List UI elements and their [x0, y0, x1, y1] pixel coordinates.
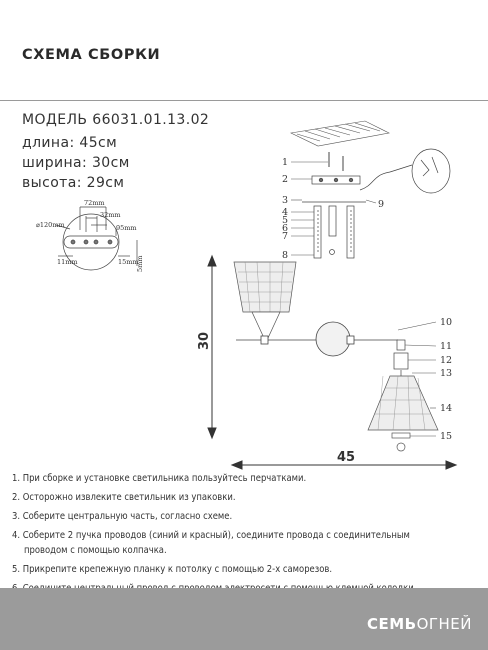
part-label-4: 4: [282, 207, 289, 218]
dim-120mm: ⌀120mm: [36, 221, 65, 229]
model-number: МОДЕЛЬ 66031.01.13.02: [22, 112, 210, 128]
wire-detail: [360, 149, 450, 193]
dim-11mm: 11mm: [57, 258, 78, 266]
left-shade: [234, 262, 296, 338]
dim-95mm: 95mm: [116, 224, 137, 232]
footer-bar: [0, 588, 488, 650]
part-label-10: 10: [440, 317, 453, 328]
part-label-2: 2: [282, 174, 289, 185]
part-label-3: 3: [282, 195, 289, 206]
brand-rest: ОГНЕЙ: [416, 615, 472, 633]
screws: [329, 152, 343, 171]
part-label-15: 15: [440, 431, 453, 442]
width-spec: ширина: 30см: [22, 155, 130, 171]
length-spec: длина: 45см: [22, 135, 118, 151]
dim-height-label: 30: [197, 331, 212, 350]
instruction-step: 4. Соберите 2 пучка проводов (синий и красный), соедините провода с соединительным: [12, 530, 410, 541]
dim-72mm: 72mm: [84, 199, 105, 207]
part-label-11: 11: [440, 341, 453, 352]
instruction-step: 1. При сборке и установке светильника пользуйтесь перчатками.: [12, 473, 307, 484]
instruction-step: 5. Прикрепите крепежную планку к потолку с помощью 2-х саморезов.: [12, 564, 333, 575]
dim-length-label: 45: [337, 450, 356, 465]
page-title: СХЕМА СБОРКИ: [22, 47, 161, 63]
part-label-6: 6: [282, 223, 289, 234]
canopy-pins: [314, 206, 354, 258]
part-label-13: 13: [440, 368, 453, 379]
dim-5mm: 5mm: [136, 255, 144, 272]
instruction-step: проводом с помощью колпачка.: [24, 545, 167, 556]
part-label-1: 1: [282, 157, 289, 168]
brand-bold: СЕМЬ: [366, 615, 417, 633]
part-label-9: 9: [378, 199, 385, 210]
height-spec: высота: 29см: [22, 175, 125, 191]
dim-15mm: 15mm: [118, 258, 139, 266]
part-label-8: 8: [282, 250, 289, 261]
part-label-7: 7: [282, 231, 289, 242]
part-label-12: 12: [440, 355, 453, 366]
ceiling-plate: [291, 121, 389, 146]
part-label-14: 14: [440, 403, 453, 414]
part-label-5: 5: [282, 215, 289, 226]
right-socket: [394, 340, 408, 376]
mounting-bar: [302, 176, 366, 202]
right-shade: [368, 376, 438, 451]
brand-logo: [367, 615, 472, 633]
instruction-step: 3. Соберите центральную часть, согласно схеме.: [12, 511, 233, 522]
instruction-list: [12, 469, 482, 598]
instruction-step: 2. Осторожно извлеките светильник из упаковки.: [12, 492, 236, 503]
dim-32mm: 32mm: [100, 211, 121, 219]
